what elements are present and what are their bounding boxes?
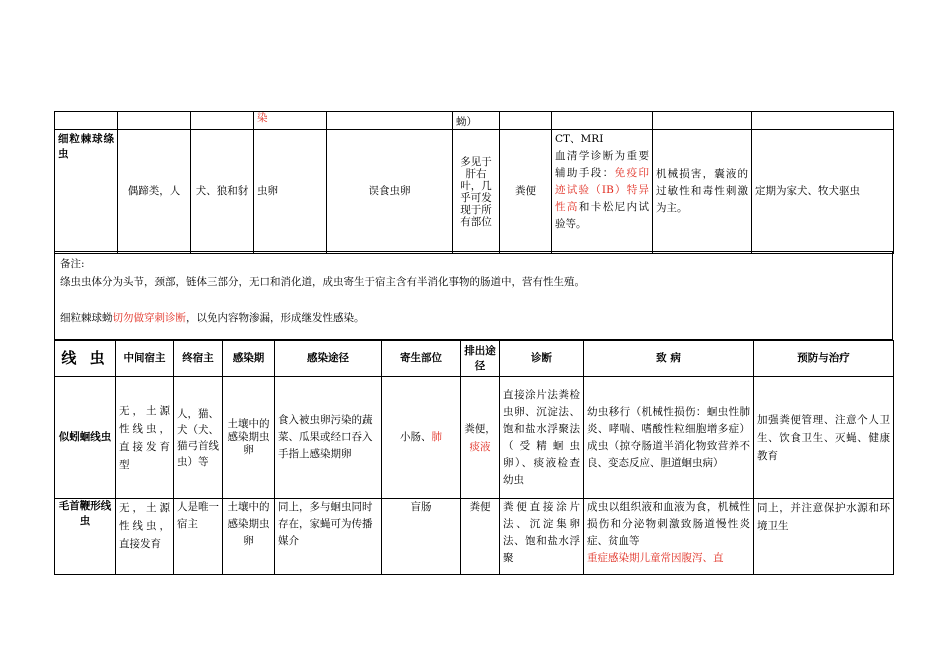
table-header-row: [55, 341, 894, 377]
infective-stage: 土壤中的感染期虫卵: [223, 499, 275, 575]
diagnosis-serology: 血清学诊断为重要辅助手段：: [555, 150, 649, 179]
note-line-1: 绦虫虫体分为头节，颈部，链体三部分，无口和消化道，成虫寄生于宿主含有半消化事物的肠道中，营有性生殖。: [60, 276, 585, 288]
parasite-name: 毛首鞭形线虫: [55, 499, 116, 575]
cell-site-fragment: 蚴）: [453, 112, 500, 130]
diagnosis-imaging: CT、MRI: [555, 133, 604, 145]
excretion-route: 粪便，痰液: [461, 377, 500, 499]
table-row: [55, 377, 894, 499]
infection-route: 同上，多与蛔虫同时存在，家蝇可为传播媒介: [275, 499, 382, 575]
infection-route: 误食虫卵: [327, 130, 453, 254]
nematode-table: [54, 340, 894, 575]
header-excretion-route: 排出途径: [461, 341, 500, 377]
prevention: 同上，并注意保护水源和环境卫生: [754, 499, 894, 575]
excretion-route: 粪便: [500, 130, 552, 254]
table-row: [55, 130, 894, 254]
parasitic-site: 盲肠: [382, 499, 461, 575]
header-infection-route: 感染途径: [275, 341, 382, 377]
header-parasitic-site: 寄生部位: [382, 341, 461, 377]
prevention: 定期为家犬、牧犬驱虫: [752, 130, 894, 254]
parasitic-site: 小肠、肺: [382, 377, 461, 499]
intermediate-host: 无，土源性线虫，直接发育: [116, 499, 174, 575]
infective-stage: 虫卵: [254, 130, 327, 254]
table-row: [55, 499, 894, 575]
parasite-name: 似蚓蛔线虫: [55, 377, 116, 499]
parasite-name: 细粒棘球绦虫: [55, 130, 118, 254]
diagnosis-casoni: 和卡松尼内试验等。: [555, 201, 650, 230]
diagnosis: [552, 130, 653, 254]
excretion-route: 粪便: [461, 499, 500, 575]
diagnosis: 粪便直接涂片法、沉淀集卵法、饱和盐水浮聚: [500, 499, 584, 575]
header-intermediate-host: 中间宿主: [116, 341, 174, 377]
final-host: 人是唯一宿主: [174, 499, 223, 575]
diagnosis-ib: 免疫印迹试验（IB）特异性高: [555, 167, 650, 213]
header-final-host: 终宿主: [174, 341, 223, 377]
cestode-table: [54, 111, 894, 254]
table-row: [55, 112, 894, 130]
pathogenesis: 机械损害，囊液的过敏性和毒性刺激为主。: [653, 130, 752, 254]
header-prevention: 预防与治疗: [754, 341, 894, 377]
intermediate-host: 偶蹄类，人: [118, 130, 191, 254]
final-host: 人，猫、犬（犬、猫弓首线虫）等: [174, 377, 223, 499]
pathogenesis: 幼虫移行（机械性损伤：蛔虫性肺炎、哮喘、嗜酸性粒细胞增多症）成虫（掠夺肠道半消化物致营养不良、变态反应、胆道蛔虫病）: [584, 377, 754, 499]
note-box: [54, 251, 893, 340]
intermediate-host: 无，土源性线虫，直接发育型: [116, 377, 174, 499]
infective-stage: 土壤中的感染期虫卵: [223, 377, 275, 499]
note-line-2: 细粒棘球蚴切勿做穿刺诊断，以免内容物渗漏，形成继发性感染。: [60, 312, 365, 324]
prevention: 加强粪便管理、注意个人卫生、饮食卫生、灭蝇、健康教育: [754, 377, 894, 499]
infection-route: 食入被虫卵污染的蔬菜、瓜果或经口吞入手指上感染期卵: [275, 377, 382, 499]
final-host: 犬、狼和豺: [191, 130, 254, 254]
header-infective-stage: 感染期: [223, 341, 275, 377]
header-pathogenesis: 致 病: [584, 341, 754, 377]
cell-infective-stage-fragment: 染: [254, 112, 327, 130]
note-label: 备注:: [60, 258, 85, 270]
parasitic-site: 多见于肝右叶，几乎可发现于所有部位: [453, 130, 500, 254]
pathogenesis: 成虫以组织液和血液为食，机械性损伤和分泌物刺激致肠道慢性炎症、贫血等 重症感染期儿童常因腹泻、直: [584, 499, 754, 575]
diagnosis: 直接涂片法粪检虫卵、沉淀法、饱和盐水浮聚法（受精蛔虫卵）、痰液检查幼虫: [500, 377, 584, 499]
header-diagnosis: 诊断: [500, 341, 584, 377]
note-warning: 切勿做穿刺诊断: [112, 312, 186, 324]
header-nematode: 线 虫: [55, 341, 116, 377]
